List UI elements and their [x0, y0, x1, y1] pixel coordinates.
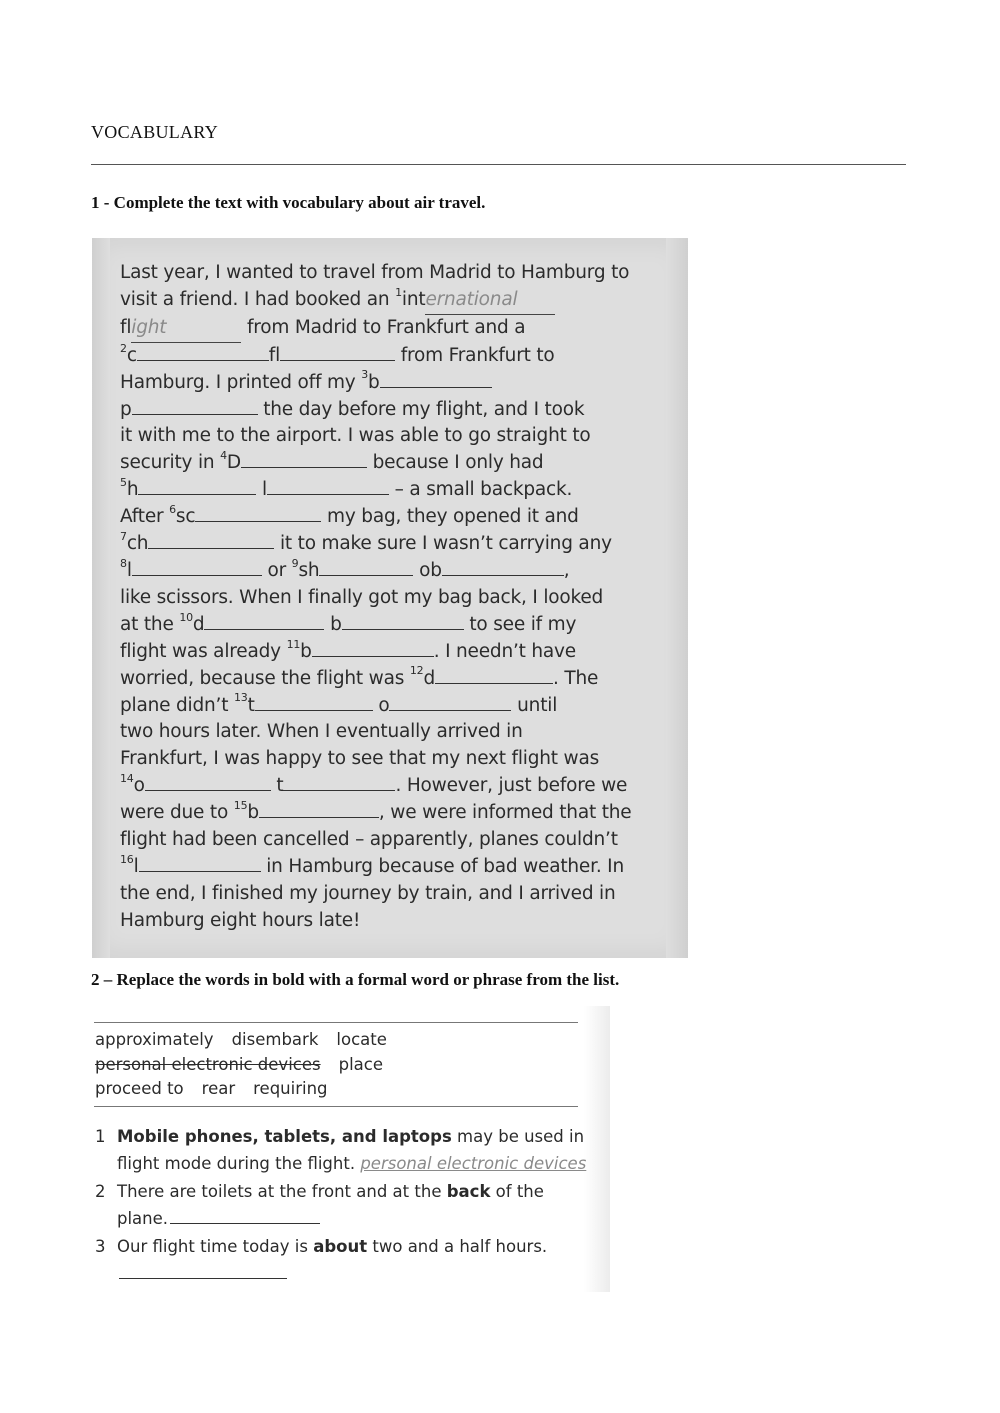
passage-line: visit a friend. I had booked an $^1$international [120, 287, 665, 315]
exercise-2-instruction: 2 – Replace the words in bold with a formal word or phrase from the list. [91, 970, 620, 989]
answer-field[interactable] [119, 1262, 287, 1279]
passage-line: p the day before my flight, and I took [120, 398, 585, 420]
word-option: approximately [95, 1030, 214, 1049]
answer-field[interactable]: personal electronic devices [360, 1154, 587, 1173]
item-text: There are toilets at the front and at the [117, 1182, 447, 1201]
passage-line: Frankfurt, I was happy to see that my next flight was [120, 748, 600, 770]
blank-7[interactable] [148, 531, 274, 549]
exercise-1-passage [120, 260, 665, 935]
word-option: place [338, 1054, 384, 1074]
word-option: requiring [253, 1079, 328, 1098]
passage-line: flight had been cancelled – apparently, planes couldn’t [120, 829, 618, 851]
blank-4[interactable] [241, 450, 367, 468]
word-bank-row [95, 1077, 575, 1102]
word-option: disembark [231, 1030, 319, 1049]
blank-14a[interactable] [145, 773, 271, 791]
blank-14b[interactable] [283, 773, 395, 791]
passage-line: flight was already $^{11}$b . I needn’t have [120, 637, 576, 662]
word-bank-bottom-rule [94, 1106, 578, 1107]
blank-3b[interactable] [132, 397, 258, 415]
blank-2a[interactable] [137, 343, 269, 361]
passage-line: After $^6$sc my bag, they opened it and [120, 503, 579, 528]
passage-line: security in $^4$D because I only had [120, 449, 544, 474]
list-item [95, 1233, 605, 1287]
list-item [95, 1178, 605, 1232]
item-text: two and a half hours. [367, 1237, 548, 1256]
word-option: locate [336, 1030, 387, 1049]
item-number: 3 [95, 1237, 106, 1256]
passage-line: $^7$ch it to make sure I wasn’t carrying any [120, 529, 612, 555]
word-option-used: personal electronic devices [95, 1054, 321, 1074]
item-text: plane. [117, 1209, 169, 1228]
item-text: of the [490, 1182, 544, 1201]
passage-line: Hamburg eight hours late! [120, 909, 361, 931]
divider [91, 164, 906, 165]
passage-line: plane didn’t $^{13}$t o until [120, 691, 558, 716]
bold-phrase: back [446, 1182, 491, 1201]
blank-12[interactable] [435, 666, 553, 684]
word-bank-row [95, 1028, 575, 1053]
passage-line: it with me to the airport. I was able to go straight to [120, 425, 591, 447]
blank-6[interactable] [195, 504, 321, 522]
blank-16[interactable] [139, 854, 261, 872]
passage-line: $^5$h l – a small backpack. [120, 476, 573, 501]
blank-9a[interactable] [319, 558, 413, 576]
passage-line: worried, because the flight was $^{12}$d . The [120, 664, 599, 689]
blank-5a[interactable] [138, 477, 256, 495]
passage-line: two hours later. When I eventually arrived in [120, 721, 523, 743]
blank-10a[interactable] [204, 612, 324, 630]
passage-line: at the $^{10}$d b to see if my [120, 610, 577, 635]
passage-line: $^{16}$l in Hamburg because of bad weather. In [120, 852, 624, 877]
passage-line: $^2$c fl from Frankfurt to [120, 341, 555, 366]
blank-10b[interactable] [342, 612, 464, 630]
exercise-1-instruction: 1 - Complete the text with vocabulary about air travel. [91, 193, 486, 212]
item-text: may be used in [451, 1127, 585, 1146]
word-bank-row [95, 1053, 575, 1078]
word-option: rear [201, 1079, 236, 1098]
blank-5b[interactable] [267, 477, 389, 495]
bold-phrase: about [313, 1237, 368, 1256]
passage-line: Hamburg. I printed off my $^3$b [120, 370, 665, 397]
passage-line: $^{14}$o t . However, just before we [120, 772, 628, 797]
exercise-2-items [95, 1123, 605, 1287]
word-bank-top-rule [94, 1022, 578, 1023]
blank-8[interactable] [132, 558, 262, 576]
answer-1[interactable]: ernational [425, 287, 555, 315]
passage-line: Last year, I wanted to travel from Madrid to Hamburg to [120, 262, 630, 283]
passage-line: flight from Madrid to Frankfurt and a [120, 315, 665, 343]
item-number: 1 [95, 1127, 106, 1146]
item-text: Our flight time today is [117, 1237, 314, 1256]
blank-13a[interactable] [255, 693, 373, 711]
word-bank [95, 1028, 575, 1102]
word-option: proceed to [95, 1079, 184, 1098]
blank-3a[interactable] [380, 370, 492, 388]
answer-1b[interactable]: ight [131, 315, 241, 343]
passage-line: the end, I finished my journey by train, and I arrived in [120, 882, 616, 904]
blank-13b[interactable] [389, 693, 511, 711]
passage-line: $^8$l or $^9$sh ob , [120, 556, 570, 581]
bold-phrase: Mobile phones, tablets, and laptops [117, 1127, 452, 1146]
blank-9b[interactable] [442, 558, 564, 576]
blank-15[interactable] [259, 800, 379, 818]
blank-11[interactable] [312, 639, 434, 657]
passage-line: were due to $^{15}$b , we were informed that the [120, 798, 632, 824]
answer-field[interactable] [170, 1207, 320, 1224]
blank-2b[interactable] [280, 343, 395, 361]
passage-line: like scissors. When I finally got my bag back, I looked [120, 586, 604, 608]
list-item [95, 1123, 605, 1177]
item-text: flight mode during the flight. [117, 1154, 361, 1173]
item-number: 2 [95, 1182, 106, 1201]
page-title: VOCABULARY [91, 122, 219, 142]
